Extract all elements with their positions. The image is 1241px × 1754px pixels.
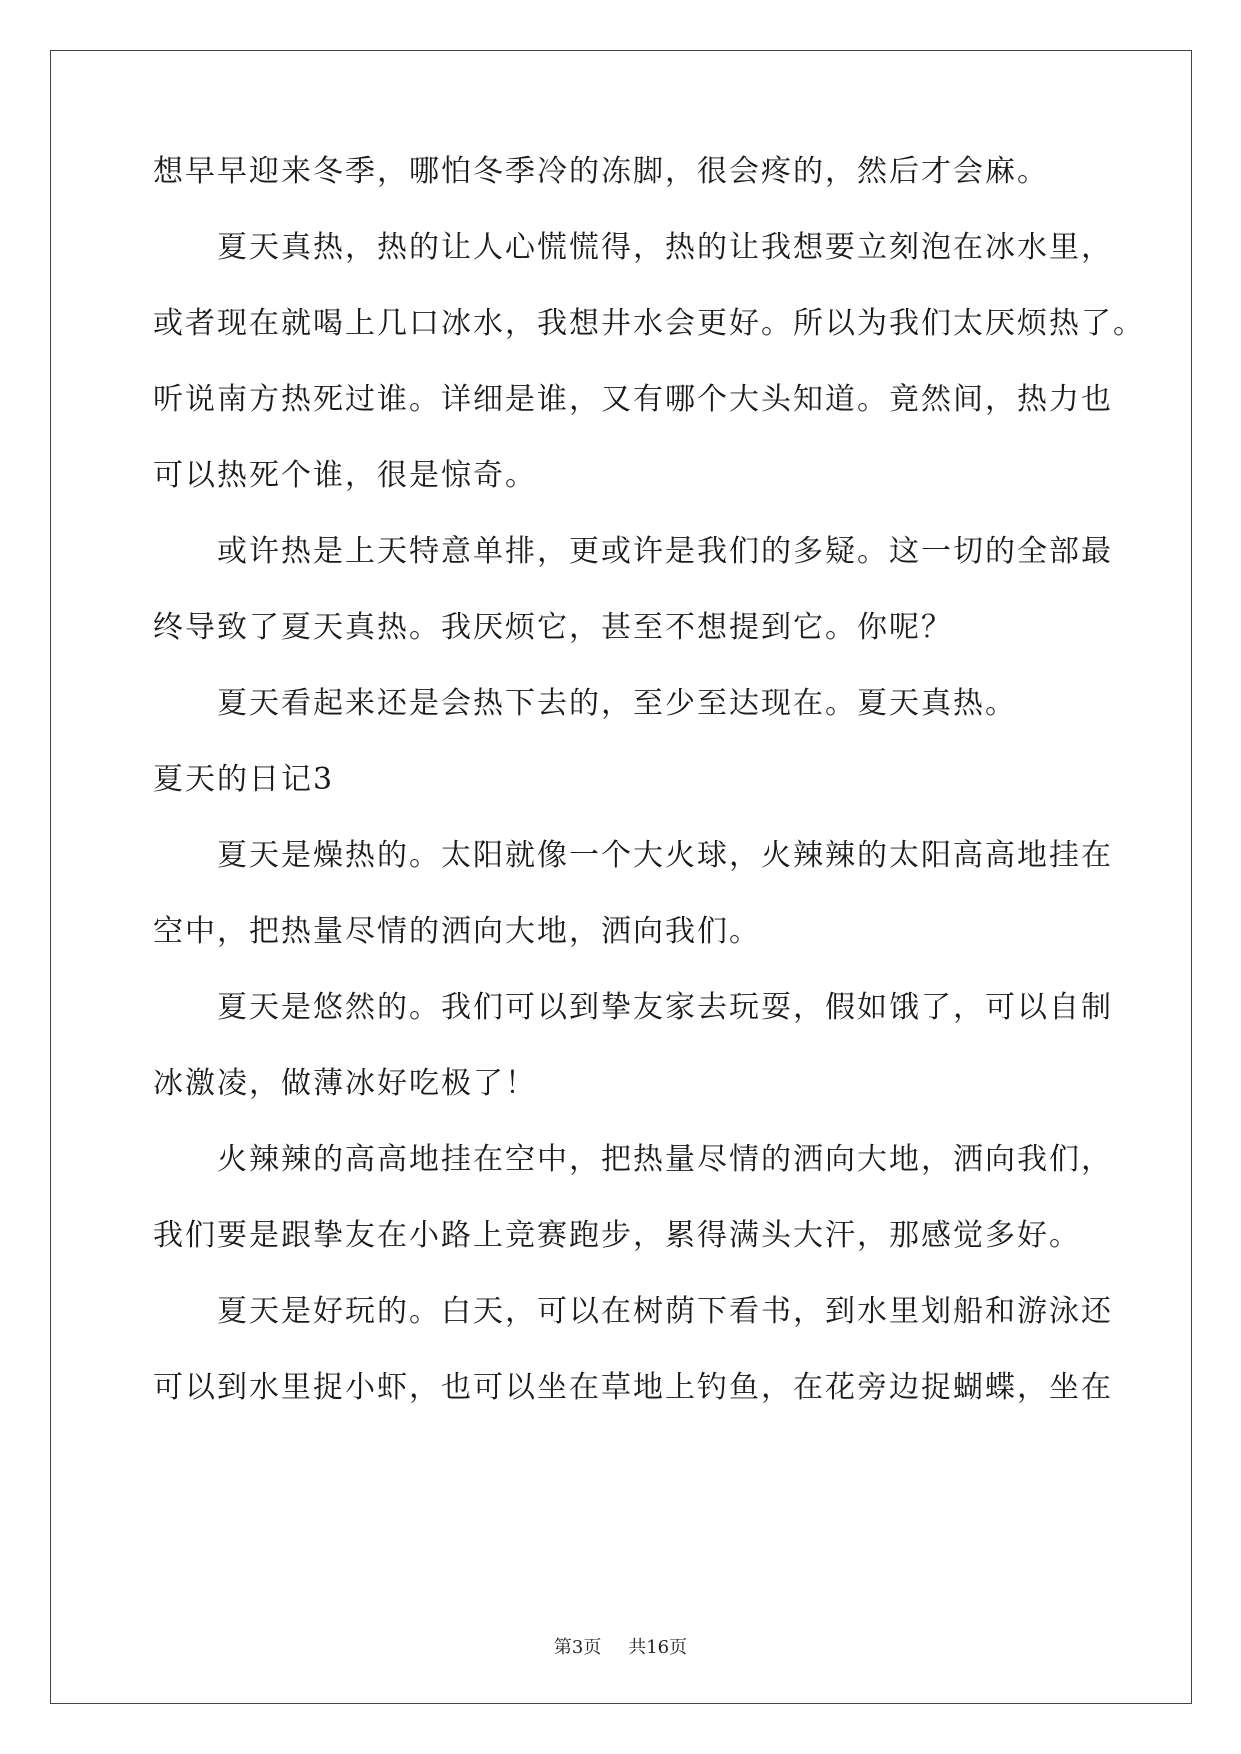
- page-total: 共16页: [628, 1637, 688, 1658]
- text-line: 可以热死个谁，很是惊奇。: [153, 458, 537, 493]
- page-number: 第3页: [553, 1637, 602, 1658]
- text-line: 听说南方热死过谁。详细是谁，又有哪个大头知道。竟然间，热力也: [153, 382, 1113, 417]
- text-line: 想早早迎来冬季，哪怕冬季冷的冻脚，很会疼的，然后才会麻。: [153, 154, 1049, 189]
- page-frame: [50, 50, 1192, 1704]
- text-line: 或者现在就喝上几口冰水，我想井水会更好。所以为我们太厌烦热了。: [153, 306, 1145, 341]
- section-heading: 夏天的日记3: [153, 762, 335, 797]
- text-line: 或许热是上天特意单排，更或许是我们的多疑。这一切的全部最: [153, 534, 1113, 569]
- text-line: 我们要是跟挚友在小路上竞赛跑步，累得满头大汗，那感觉多好。: [153, 1218, 1081, 1253]
- text-line: 夏天看起来还是会热下去的，至少至达现在。夏天真热。: [153, 686, 1017, 721]
- text-line: 夏天真热，热的让人心慌慌得，热的让我想要立刻泡在冰水里，: [153, 230, 1113, 265]
- text-line: 火辣辣的高高地挂在空中，把热量尽情的洒向大地，洒向我们，: [153, 1142, 1113, 1177]
- page-footer: [0, 1636, 1241, 1660]
- text-line: 空中，把热量尽情的洒向大地，洒向我们。: [153, 914, 761, 949]
- text-line: 夏天是燥热的。太阳就像一个大火球，火辣辣的太阳高高地挂在: [153, 838, 1113, 873]
- text-line: 夏天是好玩的。白天，可以在树荫下看书，到水里划船和游泳还: [153, 1294, 1113, 1329]
- text-line: 夏天是悠然的。我们可以到挚友家去玩耍，假如饿了，可以自制: [153, 990, 1113, 1025]
- text-line: 冰激凌，做薄冰好吃极了！: [153, 1066, 537, 1101]
- text-line: 可以到水里捉小虾，也可以坐在草地上钓鱼，在花旁边捉蝴蝶，坐在: [153, 1370, 1113, 1405]
- text-line: 终导致了夏天真热。我厌烦它，甚至不想提到它。你呢？: [153, 610, 953, 645]
